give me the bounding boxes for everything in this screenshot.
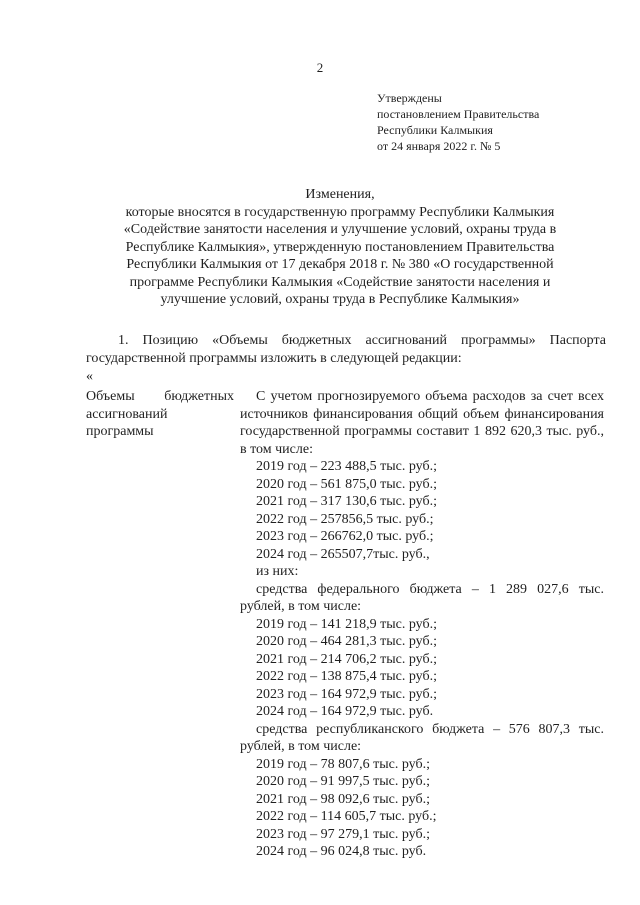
year-line: 2021 год – 317 130,6 тыс. руб.;	[256, 494, 437, 509]
republic-budget-text: средства республиканского бюджета – 576 807,3 тыс. рублей, в том числе:	[240, 721, 604, 754]
intro-paragraph: 1. Позицию «Объемы бюджетных ассигнований программы» Паспорта государственной программы изложить в следующей редакции:	[86, 333, 606, 366]
year-line: 2022 год – 257856,5 тыс. руб.;	[256, 511, 434, 527]
approval-line: Республики Калмыкия	[377, 123, 493, 137]
title-line: Республики Калмыкия от 17 декабря 2018 г. № 380 «О государственной	[126, 257, 554, 272]
federal-budget-text: средства федерального бюджета – 1 289 027,6 тыс. рублей, в том числе:	[240, 581, 604, 614]
total-financing-text: С учетом прогнозируемого объема расходов за счет всех источников финансирования общий объем финансирования государственной программы составит 1 892 620,3 тыс. руб., в том числе:	[240, 389, 604, 457]
year-line: 2020 год – 561 875,0 тыс. руб.;	[256, 476, 437, 492]
approval-line: от 24 января 2022 г. № 5	[377, 139, 501, 153]
label-line: программы	[86, 424, 154, 439]
year-line: 2022 год – 138 875,4 тыс. руб.;	[256, 669, 437, 684]
year-line: 2019 год – 223 488,5 тыс. руб.;	[256, 459, 437, 474]
table-value-cell	[240, 388, 604, 861]
intro-section	[86, 332, 606, 367]
title-line: программе Республики Калмыкия «Содействие занятости населения и	[129, 274, 551, 290]
year-line: 2023 год – 97 279,1 тыс. руб.;	[256, 826, 430, 842]
year-line: 2021 год – 214 706,2 тыс. руб.;	[256, 651, 437, 667]
approval-line: Утверждены	[377, 91, 442, 105]
title-line: которые вносятся в государственную программу Республики Калмыкия	[125, 204, 555, 220]
label-line: ассигнований	[86, 406, 168, 422]
title-line: Республике Калмыкия», утвержденную постановлением Правительства	[125, 239, 555, 255]
approval-line: постановлением Правительства	[377, 107, 540, 121]
page-number: 2	[316, 60, 324, 75]
quote-open-mark: «	[86, 369, 93, 384]
of-them-label: из них:	[256, 564, 299, 579]
year-line: 2024 год – 265507,7тыс. руб.,	[256, 546, 430, 562]
table-label-cell	[86, 388, 234, 441]
label-row	[86, 388, 234, 406]
approval-stamp	[377, 90, 539, 154]
year-line: 2023 год – 266762,0 тыс. руб.;	[256, 529, 434, 544]
year-line: 2022 год – 114 605,7 тыс. руб.;	[256, 809, 437, 824]
year-line: 2024 год – 96 024,8 тыс. руб.	[256, 844, 427, 859]
title-line: улучшение условий, охраны труда в Республике Калмыкия»	[160, 292, 520, 307]
title-line: «Содействие занятости населения и улучшение условий, охраны труда в	[123, 222, 557, 237]
year-line: 2021 год – 98 092,6 тыс. руб.;	[256, 791, 430, 807]
year-line: 2019 год – 78 807,6 тыс. руб.;	[256, 756, 430, 772]
year-line: 2023 год – 164 972,9 тыс. руб.;	[256, 686, 437, 702]
title-heading: Изменения,	[305, 187, 375, 202]
year-line: 2020 год – 91 997,5 тыс. руб.;	[256, 774, 430, 789]
label-word: Объемы	[86, 389, 135, 404]
label-word: бюджетных	[164, 389, 234, 404]
document-title	[90, 186, 590, 309]
year-line: 2020 год – 464 281,3 тыс. руб.;	[256, 634, 437, 649]
year-line: 2024 год – 164 972,9 тыс. руб.	[256, 704, 434, 719]
year-line: 2019 год – 141 218,9 тыс. руб.;	[256, 616, 437, 632]
